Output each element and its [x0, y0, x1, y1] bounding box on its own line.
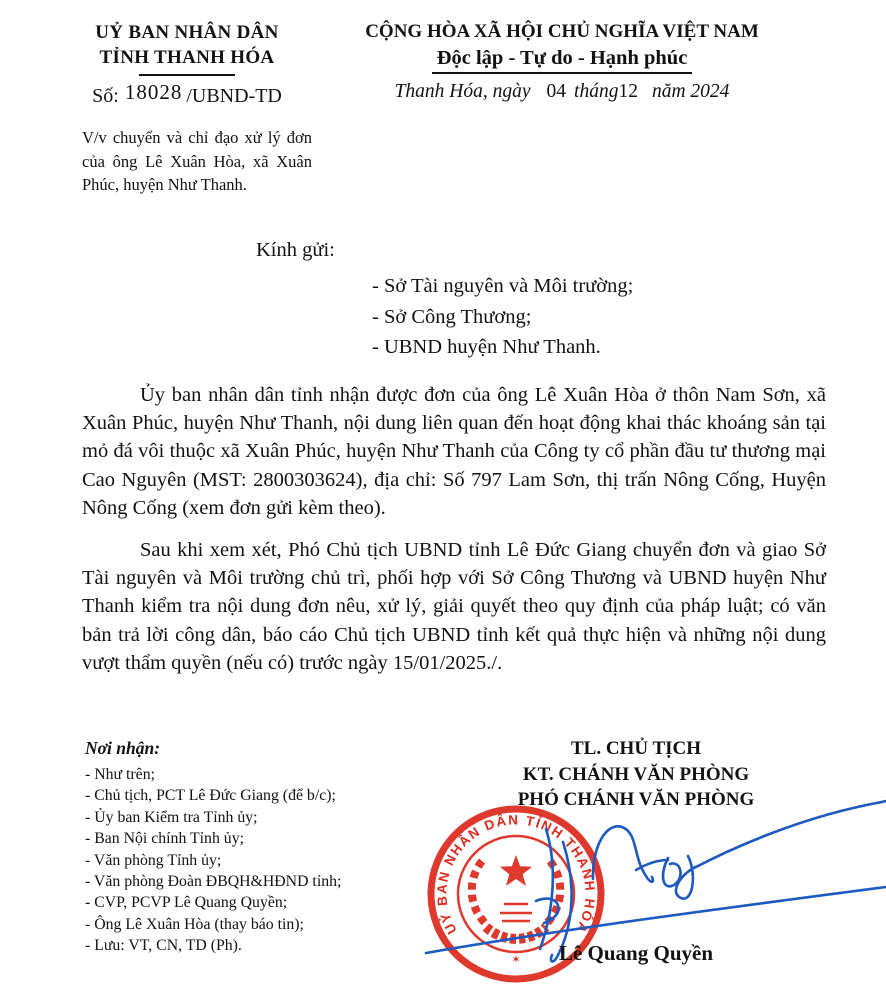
- signer-name: Lê Quang Quyền: [558, 941, 714, 965]
- sign-title-line2: KT. CHÁNH VĂN PHÒNG: [522, 763, 750, 785]
- recipient-item: - UBND huyện Như Thanh.: [372, 336, 601, 358]
- noi-nhan-item: - Như trên;: [85, 766, 155, 783]
- dateline-year-label: năm: [651, 81, 686, 102]
- dateline-day: 04: [546, 81, 567, 102]
- recipient-item: - Sở Tài nguyên và Môi trường;: [372, 275, 634, 297]
- sign-title-line1: TL. CHỦ TỊCH: [570, 738, 702, 759]
- seal-separator-icon: ✶: [511, 954, 521, 966]
- noi-nhan-item: - Ông Lê Xuân Hòa (thay báo tin);: [85, 915, 304, 933]
- noi-nhan-label: Nơi nhận:: [85, 738, 161, 758]
- issuer-line1: UỶ BAN NHÂN DÂN: [95, 22, 279, 43]
- salutation: Kính gửi:: [256, 239, 335, 261]
- recipient-list: [372, 271, 633, 363]
- sign-title-line3: PHÓ CHÁNH VĂN PHÒNG: [517, 789, 755, 810]
- national-header: [348, 20, 776, 103]
- dateline-place: Thanh Hóa, ngày: [394, 81, 531, 102]
- noi-nhan-item: - CVP, PCVP Lê Quang Quyền;: [85, 894, 288, 912]
- noi-nhan-item: - Lưu: VT, CN, TD (Ph).: [85, 937, 242, 955]
- noi-nhan-item: - Văn phòng Đoàn ĐBQH&HĐND tỉnh;: [85, 873, 342, 891]
- body-paragraph: Sau khi xem xét, Phó Chủ tịch UBND tỉnh Lê Đức Giang chuyển đơn và giao Sở Tài nguyên và Môi trường chủ trì, phối hợp với Sở Công Thương và UBND huyện Như Thanh kiểm tra nội dung đơn nêu, xử lý, giải quyết theo quy định của pháp luật; có văn bản trả lời công dân, báo cáo Chủ tịch UBND tỉnh kết quả thực hiện và những nội dung vượt thẩm quyền (nếu có) trước ngày 15/01/2025./.: [82, 539, 826, 674]
- number-label: Số:: [92, 85, 119, 107]
- body-paragraph: Ủy ban nhân dân tỉnh nhận được đơn của ông Lê Xuân Hòa ở thôn Nam Sơn, xã Xuân Phúc, huyện Như Thanh, nội dung liên quan đến hoạt động khai thác khoáng sản tại mỏ đá vôi thuộc xã Xuân Phúc, huyện Như Thanh của Công ty cổ phần đầu tư thương mại Cao Nguyên (MST: 2800303624), địa chỉ: Số 797 Lam Sơn, thị trấn Nông Cống, Huyện Nông Cống (xem đơn gửi kèm theo).: [82, 384, 826, 519]
- issuer-underline: [139, 74, 235, 76]
- number-suffix: /UBND-TD: [186, 85, 282, 107]
- national-motto-line2: Độc lập - Tự do - Hạnh phúc: [432, 45, 693, 74]
- noi-nhan-item: - Ban Nội chính Tỉnh ủy;: [85, 830, 244, 848]
- noi-nhan-item: - Chủ tịch, PCT Lê Đức Giang (để b/c);: [85, 787, 336, 805]
- dateline-year: 2024: [690, 81, 730, 102]
- dateline-month-label: tháng: [574, 81, 619, 102]
- dateline: [348, 81, 776, 103]
- document-number: [60, 80, 314, 108]
- seal-ring-text: UỶ BAN NHÂN DÂN TỈNH THANH HÓA: [434, 812, 598, 937]
- noi-nhan-item: - Ủy ban Kiểm tra Tỉnh ủy;: [85, 808, 258, 826]
- noi-nhan-list: [85, 764, 415, 957]
- letter-body: [82, 381, 826, 691]
- noi-nhan-item: - Văn phòng Tỉnh ủy;: [85, 851, 222, 869]
- issuer-header: [60, 20, 314, 108]
- issuer-line2: TỈNH THANH HÓA: [99, 47, 275, 68]
- noi-nhan-block: [85, 738, 415, 957]
- number-value: 18028: [124, 80, 183, 104]
- national-motto-line1: CỘNG HÒA XÃ HỘI CHỦ NGHĨA VIỆT NAM: [365, 21, 759, 42]
- seal-star-icon: [500, 855, 532, 886]
- subject-line: V/v chuyển và chỉ đạo xử lý đơn của ông Lê Xuân Hòa, xã Xuân Phúc, huyện Như Thanh.: [82, 128, 312, 194]
- dateline-month: 12: [618, 81, 638, 102]
- recipient-item: - Sở Công Thương;: [372, 305, 532, 328]
